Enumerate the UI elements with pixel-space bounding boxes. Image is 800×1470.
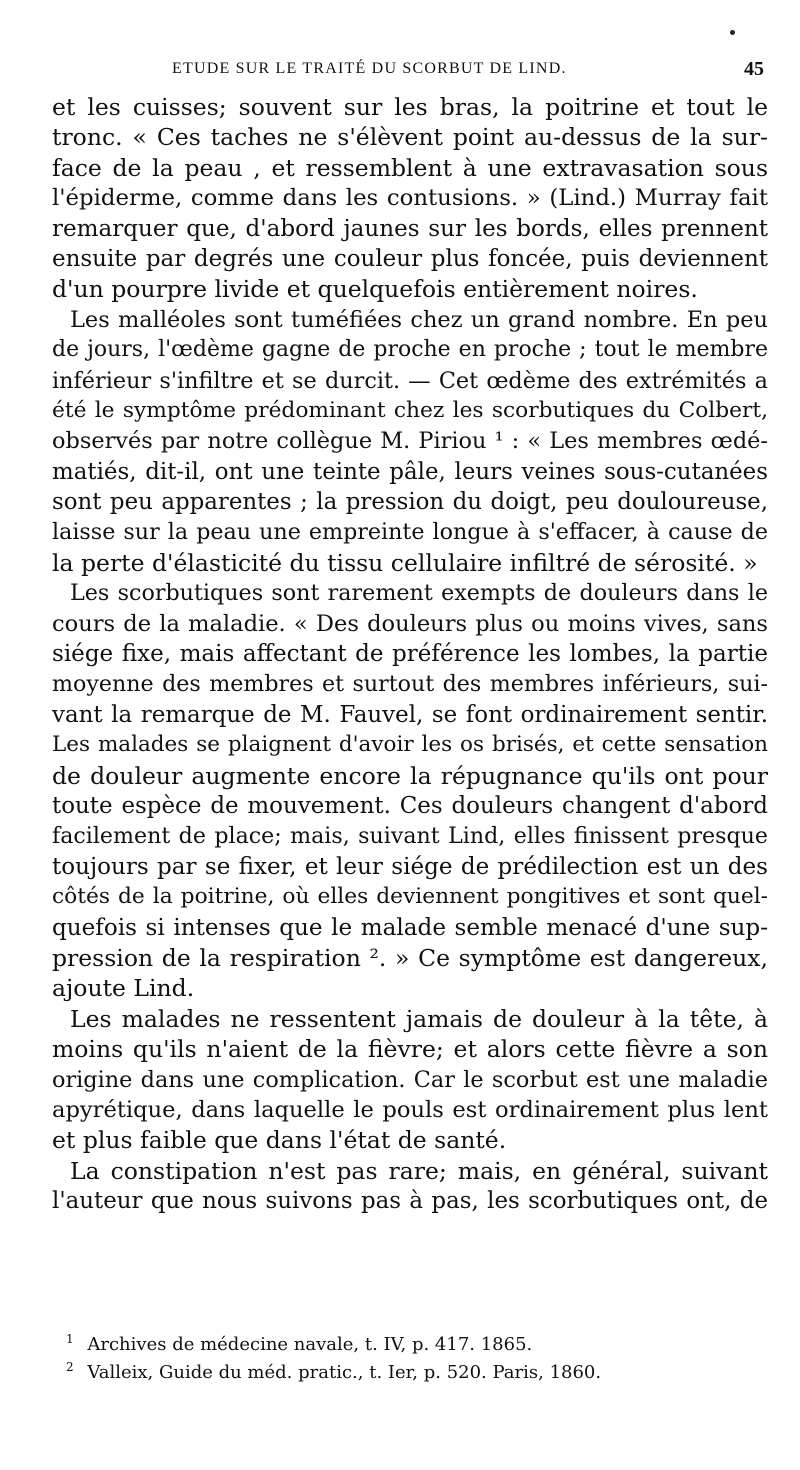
text-line: matiés, dit-il, ont une teinte pâle, leurs veines sous-cutanées — [52, 458, 768, 485]
text-line: observés par notre collègue M. Piriou ¹ : « Les membres œdé- — [52, 428, 768, 455]
footnote — [54, 1356, 754, 1384]
page-header — [52, 58, 764, 88]
text-line: moyenne des membres et surtout des membres inférieurs, sui- — [52, 671, 768, 698]
text-line: et les cuisses; souvent sur les bras, la poitrine et tout le — [52, 93, 768, 121]
text-line: Les malades se plaignent d'avoir les os brisés, et cette sensation — [52, 732, 768, 758]
text-line: Les scorbutiques sont rarement exempts de douleurs dans le — [70, 580, 768, 607]
text-line: toute espèce de mouvement. Ces douleurs changent d'abord — [52, 792, 768, 819]
text-line: été le symptôme prédominant chez les scorbutiques du Colbert, — [52, 397, 768, 423]
text-line: siége fixe, mais affectant de préférence les lombes, la partie — [52, 641, 768, 668]
text-line: quefois si intenses que le malade semble menacé d'une sup- — [52, 914, 768, 941]
text-line: la perte d'élasticité du tissu cellulaire infiltré de sérosité. » — [52, 548, 758, 577]
text-line: d'un pourpre livide et quelquefois entièrement noires. — [52, 275, 698, 304]
text-line: origine dans une complication. Car le scorbut est une maladie — [52, 1066, 768, 1093]
text-line: Les malléoles sont tuméfiées chez un grand nombre. En peu — [70, 306, 768, 333]
footnote — [54, 1328, 754, 1356]
running-title: ETUDE SUR LE TRAITÉ DU SCORBUT DE LIND. — [172, 60, 567, 77]
text-line: vant la remarque de M. Fauvel, se font ordinairement sentir. — [52, 701, 768, 728]
footnotes — [54, 1328, 754, 1384]
text-line: moins qu'ils n'aient de la fièvre; et alors cette fièvre a son — [52, 1035, 768, 1064]
text-line: et plus faible que dans l'état de santé. — [52, 1126, 507, 1155]
text-line: La constipation n'est pas rare; mais, en général, suivant — [70, 1156, 768, 1185]
text-line: pression de la respiration ². » Ce symptôme est dangereux, — [52, 943, 768, 972]
footnote-text: Archives de médecine navale, t. IV, p. 417. 1865. — [87, 1334, 533, 1355]
footnote-mark: 1 — [66, 1332, 74, 1346]
scan-speck — [730, 30, 735, 35]
text-line: de douleur augmente encore la répugnance qu'ils ont pour — [52, 761, 768, 790]
text-line: l'épiderme, comme dans les contusions. » (Lind.) Murray fait — [52, 185, 768, 212]
text-line: toujours par se fixer, et leur siége de prédilection est un des — [52, 853, 768, 880]
text-line: côtés de la poitrine, où elles deviennent pongitives et sont quel- — [52, 884, 768, 910]
text-line: de jours, l'œdème gagne de proche en proche ; tout le membre — [52, 337, 768, 363]
text-line: Les malades ne ressentent jamais de douleur à la tête, à — [70, 1004, 768, 1033]
text-line: l'auteur que nous suivons pas à pas, les scorbutiques ont, de — [52, 1188, 768, 1215]
text-line: facilement de place; mais, suivant Lind, elles finissent presque — [52, 823, 768, 850]
page-number: 45 — [744, 58, 764, 80]
text-line: ensuite par degrés une couleur plus foncée, puis deviennent — [52, 245, 768, 272]
text-line: ajoute Lind. — [52, 974, 195, 1003]
footnote-mark: 2 — [66, 1360, 74, 1374]
text-line: sont peu apparentes ; la pression du doigt, peu douloureuse, — [52, 489, 768, 516]
text-line: tronc. « Ces taches ne s'élèvent point au-dessus de la sur- — [52, 123, 768, 152]
text-line: laisse sur la peau une empreinte longue à s'effacer, à cause de — [52, 519, 768, 546]
text-line: apyrétique, dans laquelle le pouls est ordinairement plus lent — [52, 1096, 768, 1123]
text-line: face de la peau , et ressemblent à une extravasation sous — [52, 153, 768, 182]
body-text — [52, 92, 768, 1216]
footnote-text: Valleix, Guide du méd. pratic., t. Ier, p. 520. Paris, 1860. — [87, 1362, 602, 1383]
text-line: remarquer que, d'abord jaunes sur les bords, elles prennent — [52, 215, 768, 242]
text-line: inférieur s'infiltre et se durcit. — Cet œdème des extrémités a — [52, 367, 768, 394]
text-line: cours de la maladie. « Des douleurs plus ou moins vives, sans — [52, 610, 768, 637]
